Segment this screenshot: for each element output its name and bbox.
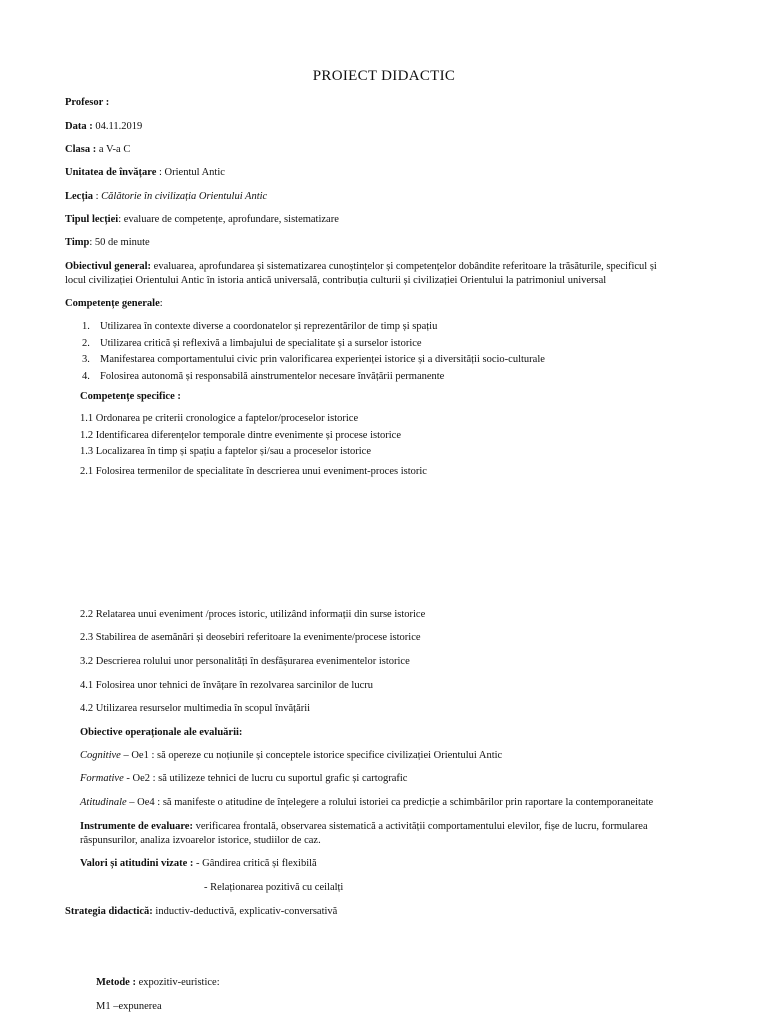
strategia-didactica: Strategia didactică: inductiv-deductivă, explicativ-conversativă <box>65 906 338 917</box>
field-timp: Timp: 50 de minute <box>65 237 150 248</box>
obiective-operationale-heading: Obiective operaționale ale evaluării: <box>80 727 243 738</box>
competenta-2-1: 2.1 Folosirea termenilor de specialitate în descrierea unui eveniment-proces istoric <box>80 466 427 477</box>
list-item: 1. Utilizarea în contexte diverse a coordonatelor și reprezentărilor de timp și spațiu <box>82 321 438 332</box>
competenta-4-2: 4.2 Utilizarea resurselor multimedia în scopul învățării <box>80 703 311 714</box>
field-unitatea: Unitatea de învățare : Orientul Antic <box>65 167 225 178</box>
page-title: PROIECT DIDACTIC <box>312 68 456 84</box>
competente-specifice-list <box>80 412 720 462</box>
list-item: 3. Manifestarea comportamentului civic prin valorificarea experienței istorice și a diversității socio-culturale <box>82 354 545 366</box>
field-clasa: Clasa : a V-a C <box>65 144 131 155</box>
competenta-3-2: 3.2 Descrierea rolului unor personalități în desfășurarea evenimentelor istorice <box>80 656 410 667</box>
metode: Metode : expozitiv-euristice: <box>96 977 220 988</box>
competente-specifice-heading: Competențe specifice : <box>80 391 181 402</box>
instrumente-de-evaluare: Instrumente de evaluare: verificarea frontală, observarea sistematică a activității comportamentului elevilor, fișe de lucru, formularea răspunsurilor, analiza izvoarelor istorice, studiilor de caz. <box>80 821 648 847</box>
field-lectia: Lecția : Călătorie în civilizația Orientului Antic <box>65 191 268 202</box>
valori-item-2: - Relaționarea pozitivă cu ceilalți <box>204 882 344 893</box>
field-tipul: Tipul lecției: evaluare de competențe, aprofundare, sistematizare <box>65 214 339 225</box>
competente-generale-heading: Competențe generale: <box>65 298 163 309</box>
obiectiv-atitudinale: Atitudinale – Oe4 : să manifeste o atitudine de înțelegere a rolului istoriei ca predicție a schimbărilor prin raportare la contemporaneitate <box>80 797 654 808</box>
competenta-2-2: 2.2 Relatarea unui eveniment /proces istoric, utilizând informații din surse istorice <box>80 609 426 620</box>
list-item: 1.3 Localizarea în timp și spațiu a faptelor și/sau a proceselor istorice <box>80 446 371 458</box>
obiectiv-formative: Formative - Oe2 : să utilizeze tehnici de lucru cu suportul grafic și cartografic <box>80 773 408 784</box>
metoda-m1: M1 –expunerea <box>96 1001 162 1012</box>
competenta-4-1: 4.1 Folosirea unor tehnici de învățare în rezolvarea sarcinilor de lucru <box>80 680 374 691</box>
list-item: 4. Folosirea autonomă și responsabilă ainstrumentelor necesare învățării permanente <box>82 371 445 383</box>
field-profesor: Profesor : <box>65 97 110 108</box>
competente-generale-list <box>82 320 722 387</box>
competenta-2-3: 2.3 Stabilirea de asemănări și deosebiri referitoare la evenimente/procese istorice <box>80 632 421 643</box>
list-item: 1.1 Ordonarea pe criterii cronologice a faptelor/proceselor istorice <box>80 413 359 424</box>
obiectiv-cognitive: Cognitive – Oe1 : să opereze cu noțiunile și conceptele istorice specifice civilizației Orientului Antic <box>80 750 503 761</box>
field-data: Data : 04.11.2019 <box>65 121 143 132</box>
list-item: 2. Utilizarea critică și reflexivă a limbajului de specialitate și a surselor istorice <box>82 337 422 349</box>
list-item: 1.2 Identificarea diferențelor temporale dintre evenimente și procese istorice <box>80 429 401 441</box>
valori-si-atitudini: Valori și atitudini vizate : - Gândirea critică și flexibilă <box>80 858 317 869</box>
obiectiv-general: Obiectivul general: evaluarea, aprofundarea și sistematizarea cunoștințelor și competențelor dobândite referitoare la trăsăturile, specificul și locul civilizației Orientului Antic în istoria antică universală, contribuția culturii și civilizației Orientului la patrimoniul universal <box>65 261 657 287</box>
